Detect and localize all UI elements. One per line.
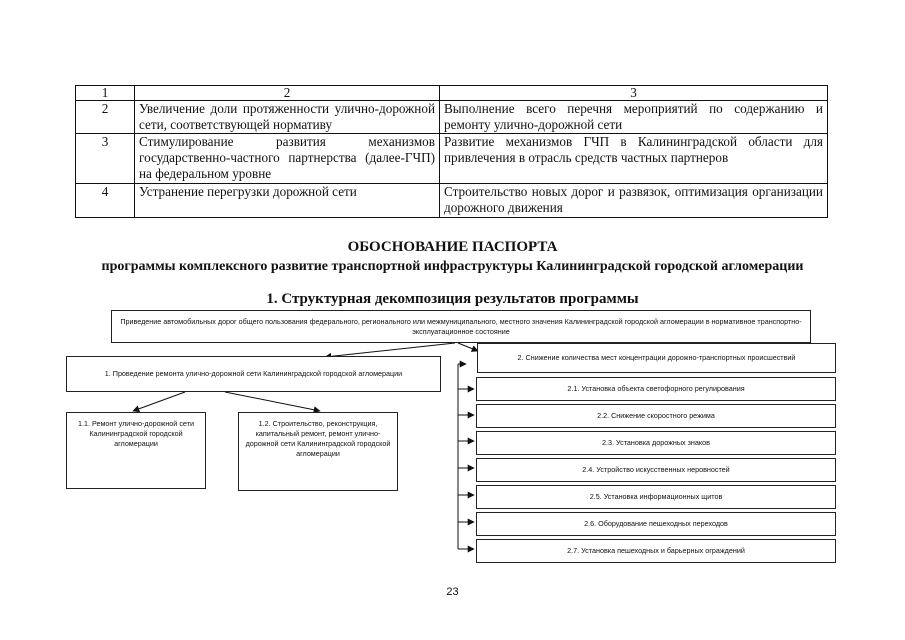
row-number: 4	[76, 184, 135, 218]
row-measure: Строительство новых дорог и развязок, оптимизация организации дорожного движения	[440, 184, 828, 218]
row-number: 2	[76, 101, 135, 134]
header-col-2: 2	[135, 86, 440, 101]
row-task: Стимулирование развития механизмов государственно-частного партнерства (далее-ГЧП) на федеральном уровне	[135, 134, 440, 184]
task-2-7-box: 2.7. Установка пешеходных и барьерных ограждений	[476, 539, 836, 563]
document-subtitle: программы комплексного развитие транспортной инфраструктуры Калининградской городской агломерации	[101, 259, 804, 274]
root-goal-box: Приведение автомобильных дорог общего пользования федерального, регионального или межмуниципального, местного значения Калининградской городской агломерации в нормативное транспортно-эксплуатационное состояние	[111, 310, 811, 343]
row-measure: Развитие механизмов ГЧП в Калининградской области для привлечения в отрасль средств частных партнеров	[440, 134, 828, 184]
row-measure: Выполнение всего перечня мероприятий по содержанию и ремонту улично-дорожной сети	[440, 101, 828, 134]
task-2-5-box: 2.5. Установка информационных щитов	[476, 485, 836, 509]
task-2-3-box: 2.3. Установка дорожных знаков	[476, 431, 836, 455]
connector-left-sub2	[225, 392, 320, 411]
row-task: Увеличение доли протяженности улично-дорожной сети, соответствующей нормативу	[135, 101, 440, 134]
task-1-box: 1. Проведение ремонта улично-дорожной сети Калининградской городской агломерации	[66, 356, 441, 392]
connector-root-right	[458, 343, 478, 351]
task-2-2-box: 2.2. Снижение скоростного режима	[476, 404, 836, 428]
section-title: 1. Структурная декомпозиция результатов программы	[266, 291, 639, 307]
connector-root-left	[325, 343, 455, 357]
task-2-1-box: 2.1. Установка объекта светофорного регулирования	[476, 377, 836, 401]
task-1-2-box: 1.2. Строительство, реконструкция, капитальный ремонт, ремонт улично-дорожной сети Калининградской городской агломерации	[238, 412, 398, 491]
page-number: 23	[446, 586, 459, 598]
task-1-1-box: 1.1. Ремонт улично-дорожной сети Калининградской городской агломерации	[66, 412, 206, 489]
task-2-6-box: 2.6. Оборудование пешеходных переходов	[476, 512, 836, 536]
header-col-3: 3	[440, 86, 828, 101]
task-2-4-box: 2.4. Устройство искусственных неровностей	[476, 458, 836, 482]
row-task: Устранение перегрузки дорожной сети	[135, 184, 440, 218]
connector-left-sub1	[133, 392, 185, 411]
task-2-box: 2. Снижение количества мест концентрации дорожно-транспортных происшествий	[477, 343, 836, 373]
header-col-1: 1	[76, 86, 135, 101]
document-title: ОБОСНОВАНИЕ ПАСПОРТА	[347, 239, 558, 255]
row-number: 3	[76, 134, 135, 184]
